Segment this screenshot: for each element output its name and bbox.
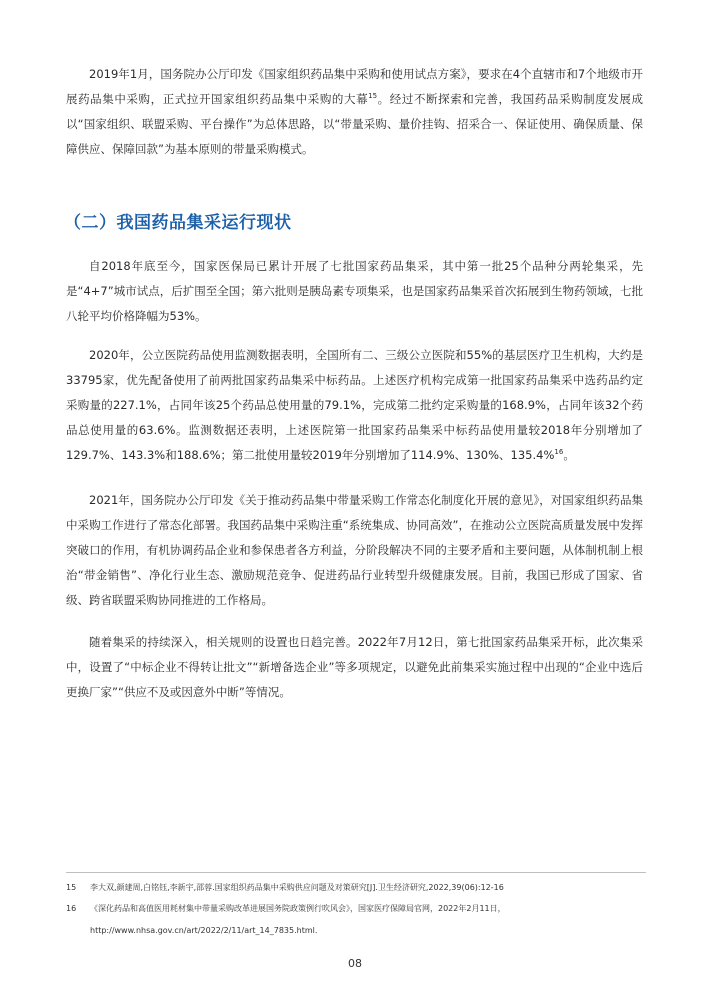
footnote-number: 15 bbox=[66, 883, 77, 892]
page-number: 08 bbox=[348, 957, 362, 970]
paragraph-text: 随着集采的持续深入，相关规则的设置也日趋完善。2022年7月12日，第七批国家药品集采开标，此次集采中，设置了“中标企业不得转让批文”“新增备选企业”等多项规定，以避免此前集采实施过程中出现的“企业中选后更换厂家”“供应不及或因意外中断”等情况。 bbox=[66, 635, 643, 699]
footnote-link[interactable]: http://www.nhsa.gov.cn/art/2022/2/11/art_14_7835.html. bbox=[90, 926, 318, 935]
paragraph-seven-batches bbox=[66, 254, 643, 329]
footnote-text: 《深化药品和高值医用耗材集中带量采购改革进展国务院政策例行吹风会》，国家医疗保障局官网，2022年2月11日， bbox=[90, 904, 506, 913]
paragraph-2019-pilot bbox=[66, 62, 643, 162]
paragraph-text: 2019年1月，国务院办公厅印发《国家组织药品集中采购和使用试点方案》，要求在4个直辖市和7个地级市开展药品集中采购，正式拉开国家组织药品集中采购的大幕 bbox=[66, 67, 643, 106]
footnote-number: 16 bbox=[66, 904, 77, 913]
section-heading: （二）我国药品集采运行现状 bbox=[64, 213, 292, 233]
paragraph-text: 2020年，公立医院药品使用监测数据表明，全国所有二、三级公立医院和55%的基层医疗卫生机构，大约是33795家，优先配备使用了前两批国家药品集采中标药品。上述医疗机构完成第一批国家药品集采中选药品约定采购量的227.1%，占同年该25个药品总使用量的79.1%，完成第二批约定采购量的168.9%，占同年该32个药品总使用量的63.6%。监测数据还表明，上述医院第一批国家药品集采中标药品使用量较2018年分别增加了129.7%、143.3%和188.6%；第二批使用量较2019年分别增加了114.9%、130%、135.4% bbox=[66, 348, 643, 462]
paragraph-text-cont: 。经过不断探索和完善，我国药品采购制度发展成以“国家组织、联盟采购、平台操作”为总体思路，以“带量采购、量价挂钩、招采合一、保证使用、确保质量、保障供应、保障回款”为基本原则的带量采购模式。 bbox=[66, 92, 644, 156]
footnote-divider bbox=[66, 872, 646, 873]
paragraph-2021-normalization bbox=[66, 488, 643, 613]
paragraph-text-cont: 。 bbox=[563, 448, 575, 462]
footnote-16 bbox=[66, 902, 646, 937]
paragraph-text: 自2018年底至今，国家医保局已累计开展了七批国家药品集采，其中第一批25个品种分两轮集采，先是“4+7”城市试点，后扩围至全国；第六批则是胰岛素专项集采，也是国家药品集采首次拓展到生物药领域，七批八轮平均价格降幅为53%。 bbox=[66, 259, 643, 323]
footnote-ref-15[interactable]: 15 bbox=[368, 92, 378, 101]
paragraph-2020-monitoring bbox=[66, 343, 643, 468]
footnote-15 bbox=[66, 881, 646, 894]
footnote-text: 李大双,颜建周,白铭钰,李新宇,邵蓉.国家组织药品集中采购供应问题及对策研究[J].卫生经济研究,2022,39(06):12-16 bbox=[90, 883, 504, 892]
paragraph-text: 2021年，国务院办公厅印发《关于推动药品集中带量采购工作常态化制度化开展的意见》，对国家组织药品集中采购工作进行了常态化部署。我国药品集中采购注重“系统集成、协同高效”，在推动公立医院高质量发展中发挥突破口的作用，有机协调药品企业和参保患者各方利益，分阶段解决不同的主要矛盾和主要问题，从体制机制上根治“带金销售”、净化行业生态、激励规范竞争、促进药品行业转型升级健康发展。目前，我国已形成了国家、省级、跨省联盟采购协同推进的工作格局。 bbox=[66, 493, 643, 607]
paragraph-seventh-batch bbox=[66, 630, 643, 705]
footnote-ref-16[interactable]: 16 bbox=[554, 448, 564, 457]
